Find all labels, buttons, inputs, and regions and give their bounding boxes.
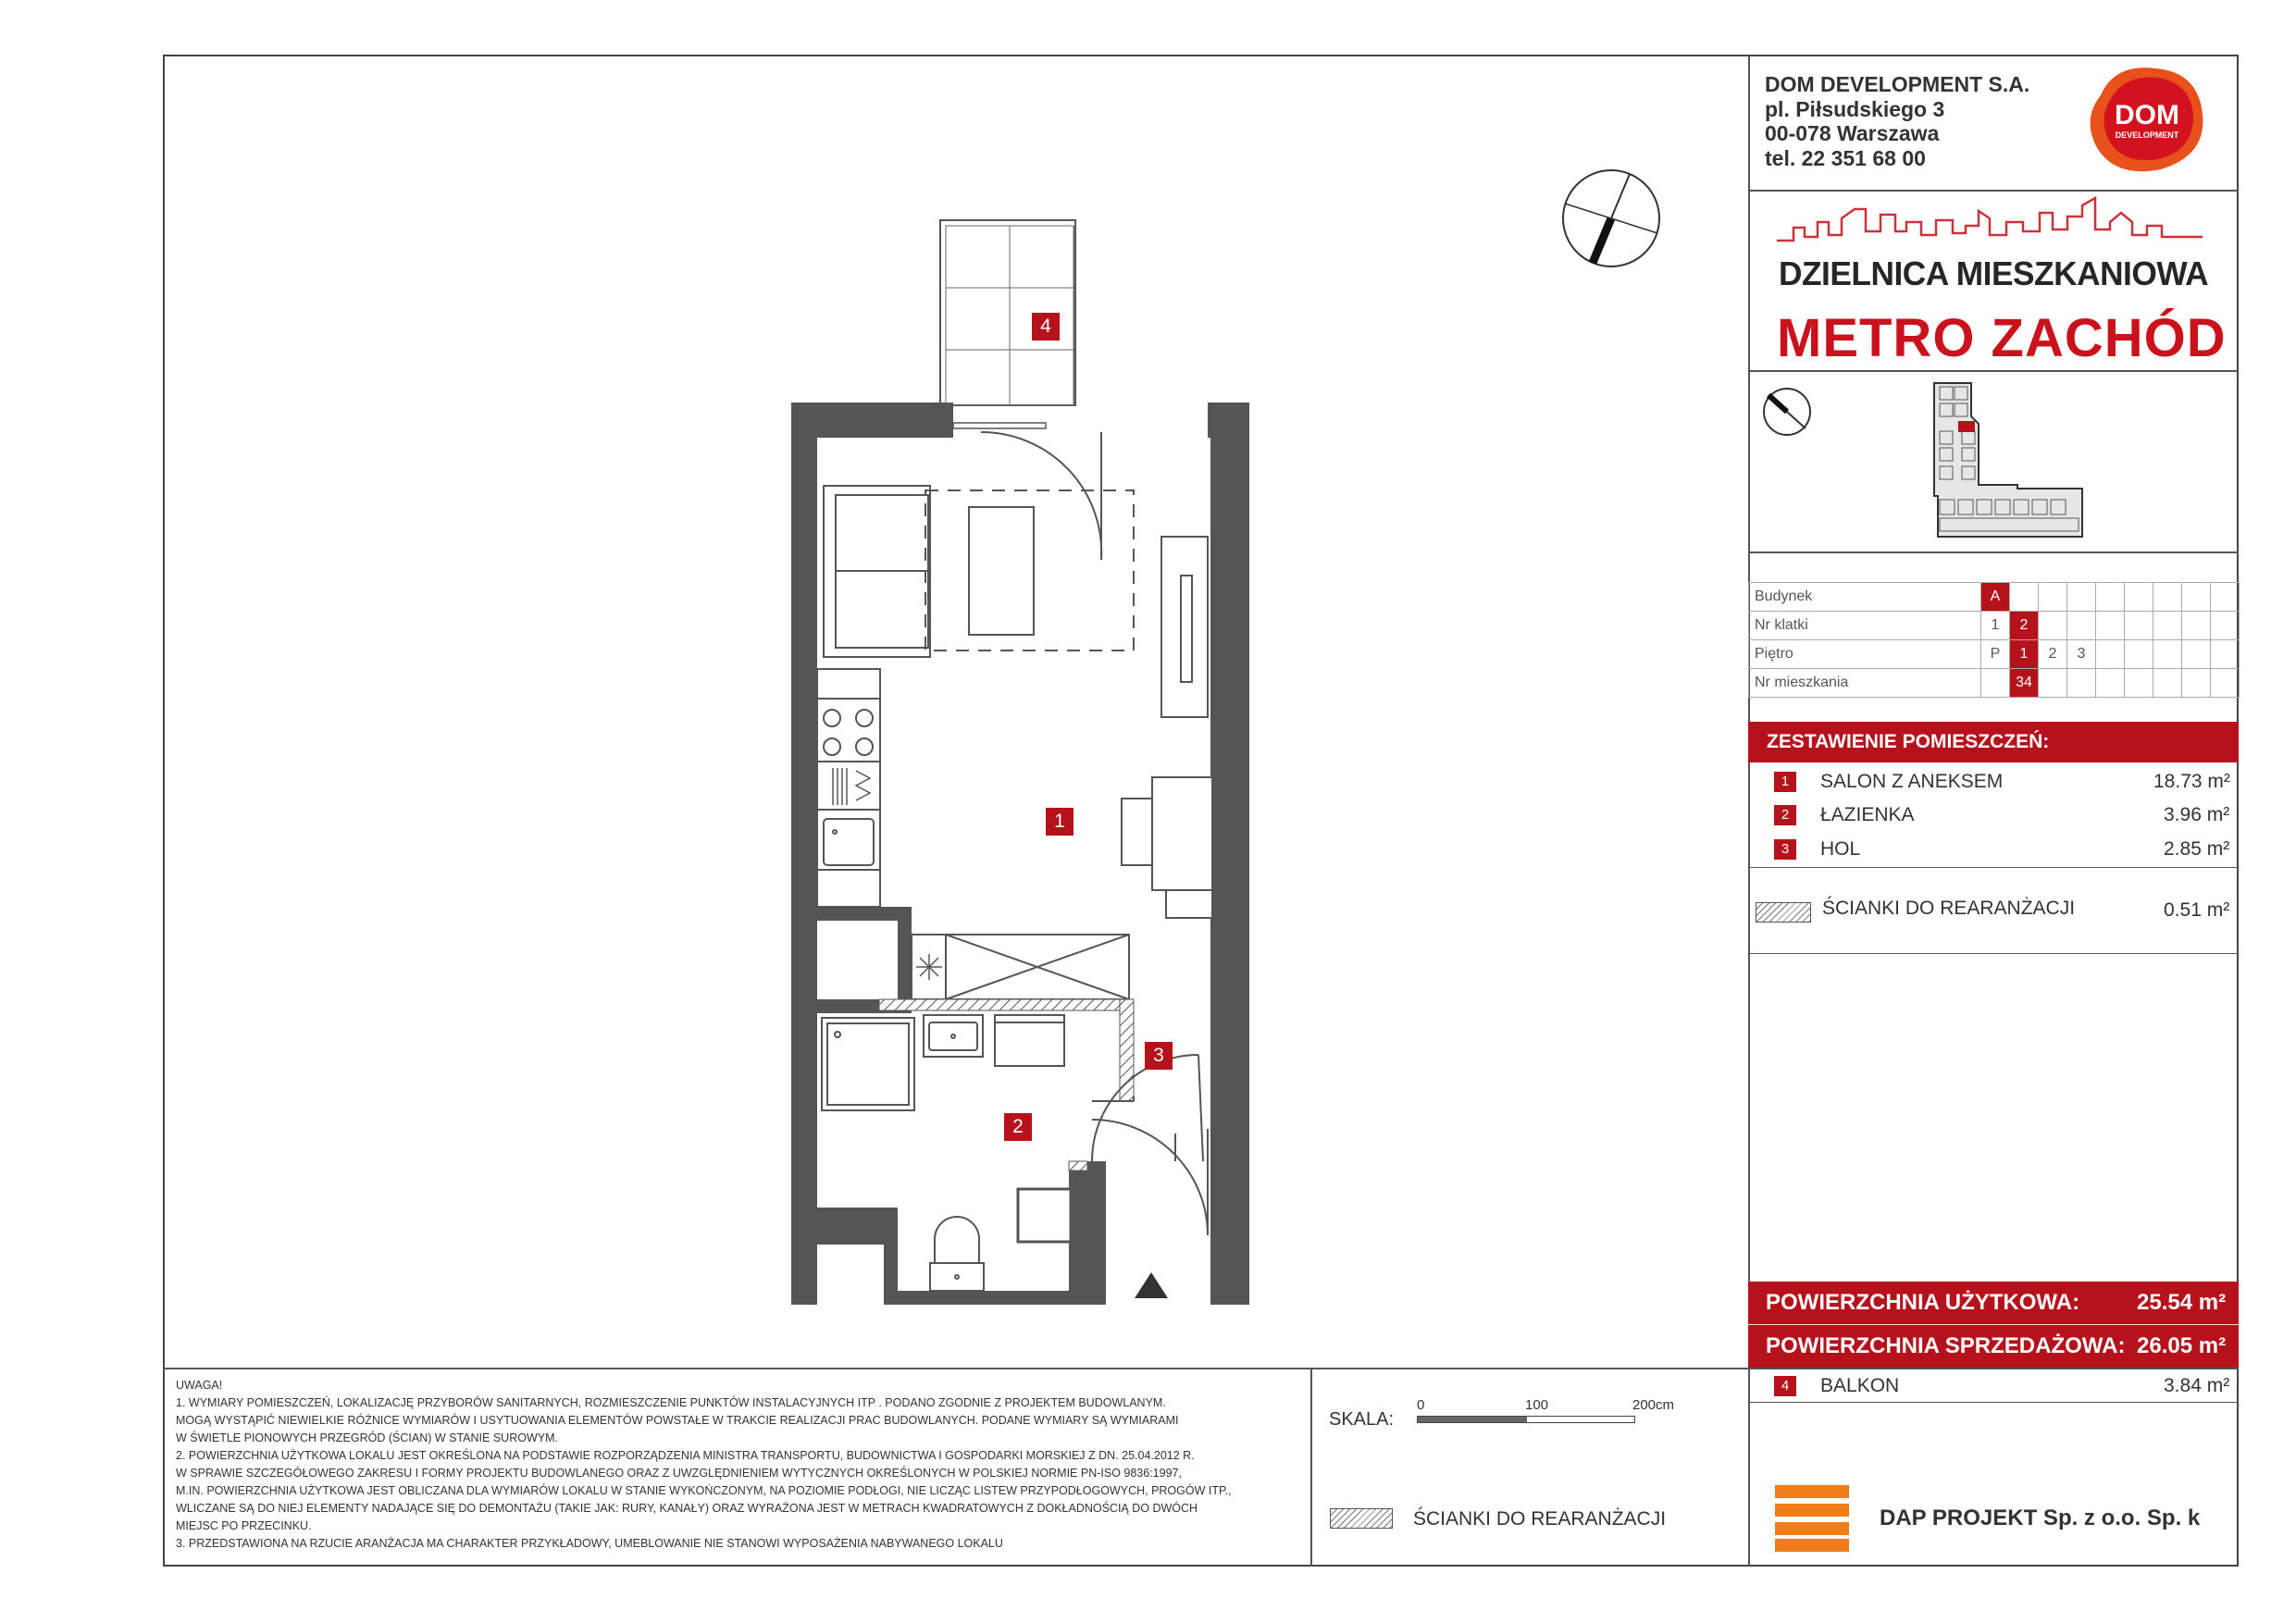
wardrobe: [1161, 537, 1208, 717]
cell: [2153, 583, 2182, 612]
note-line: 3. PRZEDSTAWIONA NA RZUCIE ARANŻACJA MA CHARAKTER PRZYKŁADOWY, UMEBLOWANIE NIE STANOWI WYPOSAŻENIA NABYWANEGO LOKALU: [176, 1537, 1003, 1550]
usable-area-value: 25.54 m²: [2137, 1290, 2227, 1315]
cell: 2: [2010, 612, 2039, 640]
cell: [2182, 583, 2211, 612]
rearrangement-wall: [1120, 999, 1134, 1101]
company-phone: tel. 22 351 68 00: [1765, 146, 1926, 170]
legend-swatch: [1330, 1508, 1393, 1529]
row-label-klatka: Nr klatki: [1749, 612, 1981, 640]
architect-name: DAP PROJEKT Sp. z o.o. Sp. k: [1880, 1505, 2201, 1530]
cell: 1: [1981, 612, 2010, 640]
cell: A: [1981, 583, 2010, 612]
cell: [2125, 612, 2153, 640]
cell: [2010, 583, 2039, 612]
notes: [176, 1377, 1296, 1553]
rearrangement-wall: [879, 999, 1129, 1010]
table-row: [1749, 583, 2240, 612]
compass-icon: [1559, 167, 1663, 270]
key-plan-compass: [1761, 386, 1813, 438]
room-area: 18.73 m²: [2153, 771, 2230, 792]
cell: 1: [2010, 640, 2039, 669]
table-row: [1749, 669, 2240, 698]
usable-area-label: POWIERZCHNIA UŻYTKOWA:: [1766, 1290, 2080, 1315]
installation-shaft: [1018, 1189, 1071, 1242]
usable-area-bar: [1748, 1282, 2239, 1324]
cell: [1981, 669, 2010, 698]
sofa: [824, 486, 930, 657]
cell: [2211, 669, 2240, 698]
rearrangement-name: ŚCIANKI DO REARANŻACJI: [1822, 898, 2076, 919]
logo-text-development: DEVELOPMENT: [2115, 130, 2179, 140]
toilet: [930, 1217, 984, 1291]
note-line: UWAGA!: [176, 1379, 223, 1392]
scale-bar-filled: [1418, 1417, 1527, 1422]
plan-tag-2: 2: [1004, 1113, 1032, 1141]
room-row-1: [1774, 765, 2228, 799]
room-name: BALKON: [1820, 1375, 1900, 1396]
project-name-line1: DZIELNICA MIESZKANIOWA: [1779, 254, 2209, 292]
room-badge: 4: [1774, 1376, 1796, 1396]
cell: [2039, 669, 2067, 698]
divider: [1748, 953, 2239, 954]
scale-bar: [1417, 1416, 1635, 1423]
rearrangement-wall: [1069, 1161, 1087, 1171]
cell: [2067, 669, 2096, 698]
sales-area-value: 26.05 m²: [2137, 1333, 2227, 1358]
divider: [1748, 190, 2239, 192]
cell: [2125, 583, 2153, 612]
cell: [2096, 640, 2125, 669]
row-label-mieszkanie: Nr mieszkania: [1749, 669, 1981, 698]
row-label-pietro: Piętro: [1749, 640, 1981, 669]
cell: [2153, 640, 2182, 669]
boiler-icon: [916, 954, 942, 980]
cell: 34: [2010, 669, 2039, 698]
dom-logo: [2082, 63, 2212, 179]
cell: [2096, 583, 2125, 612]
washing-machine: [995, 1015, 1064, 1066]
cell: [2211, 640, 2240, 669]
cell: [2067, 612, 2096, 640]
cell: [2039, 583, 2067, 612]
divider: [1310, 1368, 1312, 1567]
cell: [2096, 669, 2125, 698]
plan-tag-4: 4: [1032, 313, 1060, 341]
note-line: M.IN. POWIERZCHNIA UŻYTKOWA JEST OBLICZANA DLA WYMIARÓW LOKALU W STANIE WYKOŃCZONYM, NA POZIOMIE PODŁOGI, NIE LICZĄC LISTEW PRZYPODŁOGOWYCH, PROGÓW ITP.,: [176, 1484, 1232, 1497]
dap-logo: [1775, 1485, 1849, 1552]
room-badge: 3: [1774, 839, 1796, 860]
scale-tick-200: 200cm: [1632, 1397, 1675, 1413]
location-table: [1748, 582, 2240, 698]
room-row-2: [1774, 799, 2228, 832]
cell: [2125, 669, 2153, 698]
room-name: ŁAZIENKA: [1820, 804, 1915, 825]
cell: [2096, 612, 2125, 640]
entrance-marker: [1135, 1272, 1168, 1298]
room-name: HOL: [1820, 838, 1861, 860]
floor-plan: [787, 217, 1268, 1305]
plan-tag-1: 1: [1046, 808, 1074, 836]
utility-cabinet: [912, 935, 1129, 999]
scale-tick-100: 100: [1525, 1397, 1549, 1413]
kitchen-counter: [817, 669, 880, 907]
cell: [2182, 640, 2211, 669]
shower: [822, 1018, 914, 1110]
project-name-line2: METRO ZACHÓD: [1777, 308, 2227, 368]
table-row: [1749, 612, 2240, 640]
cell: [2182, 669, 2211, 698]
cell: [2067, 583, 2096, 612]
cell: [2153, 612, 2182, 640]
note-line: 2. POWIERZCHNIA UŻYTKOWA LOKALU JEST OKREŚLONA NA PODSTAWIE ROZPORZĄDZENIA MINISTRA TRANSPORTU, BUDOWNICTWA I GOSPODARKI MORSKIEJ Z DN. 25.04.2012 R.: [176, 1449, 1195, 1462]
cell: [2211, 583, 2240, 612]
company-street: pl. Piłsudskiego 3: [1765, 97, 1945, 121]
balcony-row: [1774, 1369, 2228, 1403]
sales-area-label: POWIERZCHNIA SPRZEDAŻOWA:: [1766, 1333, 2126, 1358]
cell: P: [1981, 640, 2010, 669]
note-line: WLICZANE SĄ DO NIEJ ELEMENTY NADAJĄCE SIĘ DO DEMONTAŻU (TAKIE JAK: RURY, KANAŁY) ORAZ WYRAŻONA JEST W METRACH KWADRATOWYCH Z DOKŁADNOŚCIĄ DO DWÓCH: [176, 1502, 1198, 1515]
cell: [2039, 612, 2067, 640]
note-line: W ŚWIETLE PIONOWYCH PRZEGRÓD (ŚCIAN) W STANIE SUROWYM.: [176, 1431, 558, 1444]
dining-set: [1122, 777, 1212, 918]
note-line: W SPRAWIE SZCZEGÓŁOWEGO ZAKRESU I FORMY PROJEKTU BUDOWLANEGO ORAZ Z UWZGLĘDNIENIEM WYTYCZNYCH OKREŚLONYCH W POLSKIEJ NORMIE PN-ISO 9836:1997,: [176, 1467, 1182, 1480]
row-label-budynek: Budynek: [1749, 583, 1981, 612]
sales-area-bar: [1748, 1324, 2239, 1368]
cell: 2: [2039, 640, 2067, 669]
washbasin: [924, 1015, 983, 1057]
cell: 3: [2067, 640, 2096, 669]
divider: [163, 1368, 1748, 1369]
note-line: MIEJSC PO PRZECINKU.: [176, 1519, 312, 1532]
room-area: 3.84 m²: [2164, 1375, 2230, 1396]
room-area: 2.85 m²: [2164, 838, 2230, 860]
room-badge: 1: [1774, 772, 1796, 792]
company-city: 00-078 Warszawa: [1765, 121, 1940, 145]
room-area: 3.96 m²: [2164, 804, 2230, 825]
company-name: DOM DEVELOPMENT S.A.: [1765, 72, 2030, 96]
room-badge: 2: [1774, 805, 1796, 825]
coffee-table: [969, 507, 1034, 635]
plan-tag-3: 3: [1145, 1042, 1173, 1070]
scale-tick-0: 0: [1417, 1397, 1425, 1413]
divider: [1748, 370, 2239, 372]
cell: [2182, 612, 2211, 640]
bathroom-door: [1092, 1055, 1208, 1235]
skyline-graphic: [1777, 194, 2203, 250]
cell: [2125, 640, 2153, 669]
rearrangement-swatch: [1756, 902, 1811, 923]
room-row-3: [1774, 833, 2228, 866]
note-line: MOGĄ WYSTĄPIĆ NIEWIELKIE RÓŻNICE WYMIARÓW I USYTUOWANIA ELEMENTÓW POWSTAŁE W TRAKCIE REALIZACJI PRAC BUDOWLANYCH. PODANE WYMIARY SĄ WYMIARAMI: [176, 1414, 1179, 1427]
divider: [1748, 551, 2239, 553]
note-line: 1. WYMIARY POMIESZCZEŃ, LOKALIZACJĘ PRZYBORÓW SANITARNYCH, ROZMIESZCZENIE PUNKTÓW INSTALACYJNYCH ITP . PODANO ZGODNIE Z PROJEKTEM BUDOWLANYM.: [176, 1396, 1166, 1409]
room-name: SALON Z ANEKSEM: [1820, 771, 2004, 792]
scale-label: SKALA:: [1329, 1409, 1395, 1430]
rooms-header: [1748, 722, 2239, 762]
rearrangement-area: 0.51 m²: [2164, 899, 2230, 921]
table-row: [1749, 640, 2240, 669]
cell: [2211, 612, 2240, 640]
logo-text-dom: DOM: [2115, 100, 2179, 130]
rooms-header-label: ZESTAWIENIE POMIESZCZEŃ:: [1767, 731, 2050, 752]
divider: [1748, 867, 2239, 868]
legend-label: ŚCIANKI DO REARANŻACJI: [1413, 1508, 1667, 1530]
key-plan: [1925, 379, 2091, 541]
cell: [2153, 669, 2182, 698]
